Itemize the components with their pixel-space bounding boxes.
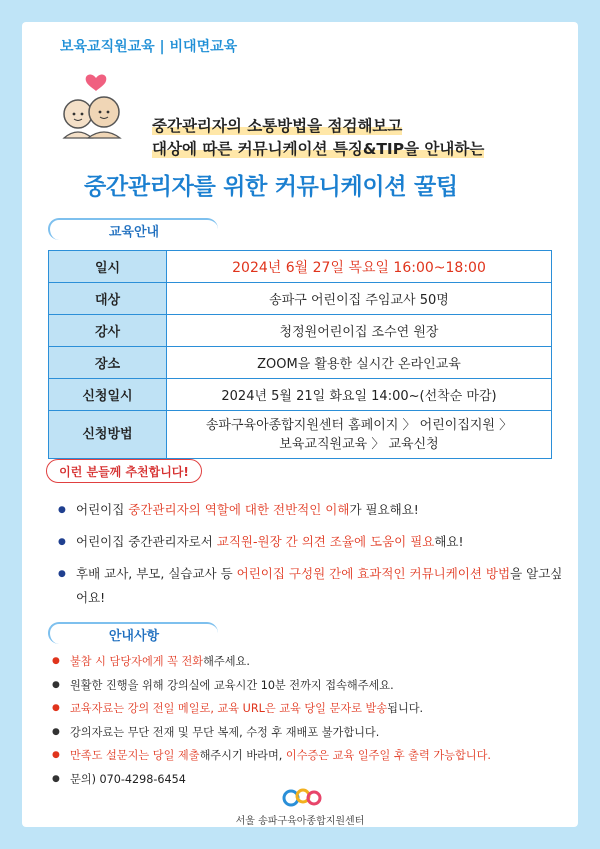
row-label: 강사 <box>49 315 167 347</box>
category-label: 보육교직원교육 | 비대면교육 <box>60 39 238 55</box>
table-row <box>49 315 552 347</box>
section-recommend: 이런 분들께 추천합니다! <box>46 459 202 483</box>
list-item: ● 문의) 070-4298-6454 <box>52 772 186 786</box>
list-item: ● 후배 교사, 부모, 실습교사 등 어린이집 구성원 간에 효과적인 커뮤니케이션 방법을 알고싶어요! <box>56 562 566 610</box>
notice-list <box>52 650 572 791</box>
row-label: 신청방법 <box>49 411 167 459</box>
section-education-info: 교육안내 <box>48 218 218 240</box>
apply-method-line-1: 송파구육아종합지원센터 홈페이지 〉 어린이집지원 〉 <box>205 417 513 433</box>
list-item: ● 교육자료는 강의 전일 메일로, 교육 URL은 교육 당일 문자로 발송됩니다. <box>52 702 424 715</box>
contact-phone: 문의) 070-4298-6454 <box>70 772 186 786</box>
row-value: 2024년 5월 21일 화요일 14:00~(선착순 마감) <box>167 379 552 411</box>
row-value: 2024년 6월 27일 목요일 16:00~18:00 <box>167 251 552 283</box>
main-title: 중간관리자를 위한 커뮤니케이션 꿀팁 <box>84 174 458 200</box>
table-row <box>49 411 552 459</box>
list-item: ● 어린이집 중간관리자로서 교직원-원장 간 의견 조율에 도움이 필요해요! <box>56 530 566 554</box>
list-item: ● 어린이집 중간관리자의 역할에 대한 전반적인 이해가 필요해요! <box>56 498 566 522</box>
section-notice: 안내사항 <box>48 622 218 644</box>
list-item: ● 불참 시 담당자에게 꼭 전화해주세요. <box>52 655 250 668</box>
table-row <box>49 347 552 379</box>
row-value: 청정원어린이집 조수연 원장 <box>167 315 552 347</box>
row-value: 송파구 어린이집 주임교사 50명 <box>167 283 552 315</box>
row-value <box>167 411 552 459</box>
recommend-list <box>56 498 566 618</box>
list-item: ● 만족도 설문지는 당일 제출해주시기 바라며, 이수증은 교육 일주일 후 출력 가능합니다. <box>52 749 491 762</box>
row-label: 일시 <box>49 251 167 283</box>
table-row <box>49 251 552 283</box>
list-item: ● 원활한 진행을 위해 강의실에 교육시간 10분 전까지 접속해주세요. <box>52 678 394 692</box>
mascot-illustration <box>56 72 130 142</box>
row-label: 대상 <box>49 283 167 315</box>
table-row <box>49 283 552 315</box>
heart-icon <box>86 74 107 91</box>
list-item: ● 강의자료는 무단 전재 및 무단 복제, 수정 후 재배포 불가합니다. <box>52 725 380 739</box>
center-logo-icon <box>282 786 322 808</box>
row-label: 신청일시 <box>49 379 167 411</box>
subtitle-line-2: 대상에 따른 커뮤니케이션 특징&TIP을 안내하는 <box>152 140 485 158</box>
footer-org-name: 서울 송파구육아종합지원센터 <box>235 816 365 827</box>
poster-card <box>22 22 578 827</box>
subtitle-line-1: 중간관리자의 소통방법을 점검해보고 <box>152 117 403 135</box>
table-row <box>49 379 552 411</box>
row-label: 장소 <box>49 347 167 379</box>
education-info-table <box>48 250 552 459</box>
row-value: ZOOM을 활용한 실시간 온라인교육 <box>167 347 552 379</box>
apply-method-line-2: 보육교직원교육 〉 교육신청 <box>279 436 439 452</box>
